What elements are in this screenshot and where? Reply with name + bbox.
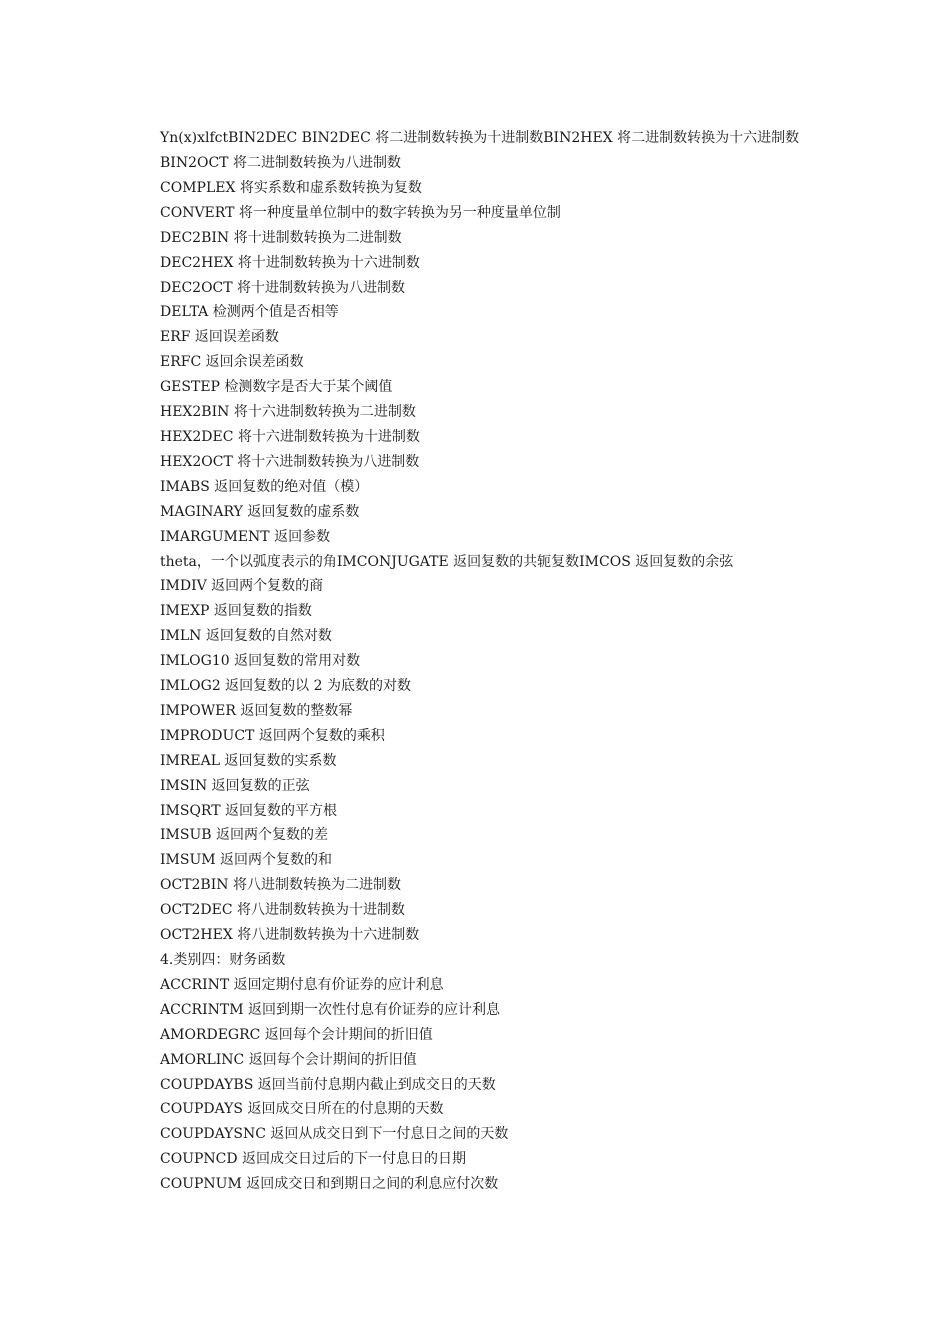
text-line: HEX2OCT 将十六进制数转换为八进制数 — [160, 453, 420, 470]
text-line: IMSUM 返回两个复数的和 — [160, 852, 333, 869]
text-line: COUPNUM 返回成交日和到期日之间的利息应付次数 — [160, 1176, 499, 1193]
text-line: DEC2OCT 将十进制数转换为八进制数 — [160, 279, 406, 296]
text-line: IMEXP 返回复数的指数 — [160, 603, 312, 620]
text-line: OCT2DEC 将八进制数转换为十进制数 — [160, 902, 406, 919]
text-line: DELTA 检测两个值是否相等 — [160, 304, 339, 321]
text-line: IMLN 返回复数的自然对数 — [160, 628, 332, 645]
text-line: COUPDAYSNC 返回从成交日到下一付息日之间的天数 — [160, 1126, 509, 1143]
text-line: HEX2BIN 将十六进制数转换为二进制数 — [160, 404, 416, 421]
text-line: IMPRODUCT 返回两个复数的乘积 — [160, 727, 385, 744]
text-line: MAGINARY 返回复数的虚系数 — [160, 503, 360, 520]
text-line: IMABS 返回复数的绝对值（模） — [160, 478, 369, 495]
text-line: OCT2HEX 将八进制数转换为十六进制数 — [160, 927, 420, 944]
text-line: ACCRINTM 返回到期一次性付息有价证券的应计利息 — [160, 1001, 500, 1018]
text-line: COUPDAYBS 返回当前付息期内截止到成交日的天数 — [160, 1076, 496, 1093]
text-line: IMSQRT 返回复数的平方根 — [160, 802, 338, 819]
text-line: IMLOG10 返回复数的常用对数 — [160, 653, 361, 670]
text-line: OCT2BIN 将八进制数转换为二进制数 — [160, 877, 401, 894]
text-line: HEX2DEC 将十六进制数转换为十进制数 — [160, 428, 420, 445]
text-line: AMORDEGRC 返回每个会计期间的折旧值 — [160, 1026, 433, 1043]
text-line: COUPNCD 返回成交日过后的下一付息日的日期 — [160, 1151, 467, 1168]
text-line: IMARGUMENT 返回参数 — [160, 528, 331, 545]
text-line: GESTEP 检测数字是否大于某个阈值 — [160, 379, 393, 396]
text-line: COUPDAYS 返回成交日所在的付息期的天数 — [160, 1101, 444, 1118]
text-line: Yn(x)xlfctBIN2DEC BIN2DEC 将二进制数转换为十进制数BIN2HEX 将二进制数转换为十六进制数 — [160, 130, 800, 146]
text-line: AMORLINC 返回每个会计期间的折旧值 — [160, 1051, 417, 1068]
text-line: ERFC 返回余误差函数 — [160, 354, 304, 371]
text-line: IMPOWER 返回复数的整数幂 — [160, 702, 353, 719]
text-line: DEC2HEX 将十进制数转换为十六进制数 — [160, 254, 420, 271]
section-heading: 4.类别四：财务函数 — [160, 952, 286, 968]
text-line: theta，一个以弧度表示的角IMCONJUGATE 返回复数的共轭复数IMCOS 返回复数的余弦 — [160, 553, 734, 570]
text-line: DEC2BIN 将十进制数转换为二进制数 — [160, 229, 402, 246]
text-line: IMSUB 返回两个复数的差 — [160, 827, 328, 844]
text-line: IMDIV 返回两个复数的商 — [160, 578, 324, 595]
text-line: BIN2OCT 将二进制数转换为八进制数 — [160, 155, 401, 171]
document-body — [144, 126, 814, 1197]
text-line: IMSIN 返回复数的正弦 — [160, 777, 310, 794]
text-line: ERF 返回误差函数 — [160, 329, 279, 346]
text-line: IMLOG2 返回复数的以 2 为底数的对数 — [160, 678, 411, 695]
text-line: ACCRINT 返回定期付息有价证券的应计利息 — [160, 976, 444, 993]
text-line: IMREAL 返回复数的实系数 — [160, 752, 337, 769]
text-line: COMPLEX 将实系数和虚系数转换为复数 — [160, 179, 422, 196]
text-line: CONVERT 将一种度量单位制中的数字转换为另一种度量单位制 — [160, 204, 561, 221]
